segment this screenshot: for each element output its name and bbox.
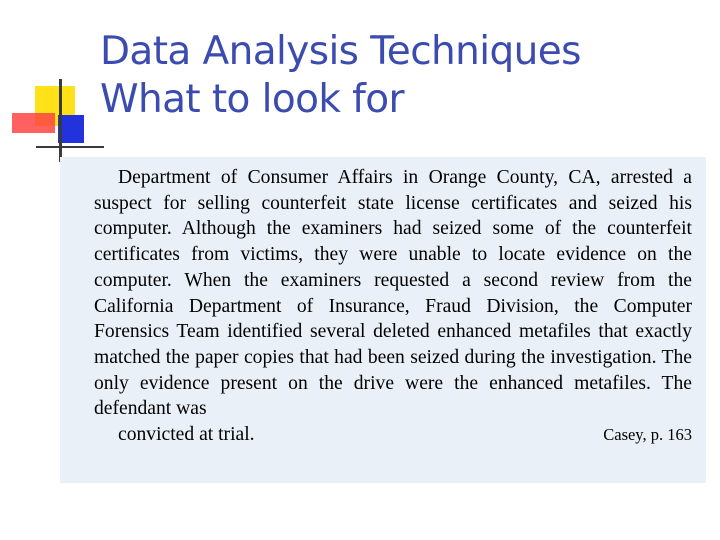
decor-vertical-line xyxy=(59,79,62,162)
citation: Casey, p. 163 xyxy=(603,425,692,445)
body-ending: convicted at trial. xyxy=(118,424,255,446)
body-last-line xyxy=(94,422,692,448)
body-text xyxy=(94,165,692,448)
body-paragraph: Department of Consumer Affairs in Orange County, CA, arrested a suspect for selling counterfeit state license certificates and seized his computer. Although the examiners had seized some of the counterfeit certificates from victims, they were unable to locate evidence on the computer. When the examiners requested a second review from the California Department of Insurance, Fraud Division, the Computer Forensics Team identified several deleted enhanced metafiles that exactly matched the paper copies that had been seized during the investigation. The only evidence present on the drive were the enhanced metafiles. The defendant was xyxy=(94,167,692,420)
title-line-1: Data Analysis Techniques xyxy=(100,29,581,74)
decor-horizontal-line xyxy=(36,146,104,148)
slide-title xyxy=(100,28,700,124)
decor-red-bar xyxy=(12,113,55,133)
title-line-2: What to look for xyxy=(100,77,404,122)
